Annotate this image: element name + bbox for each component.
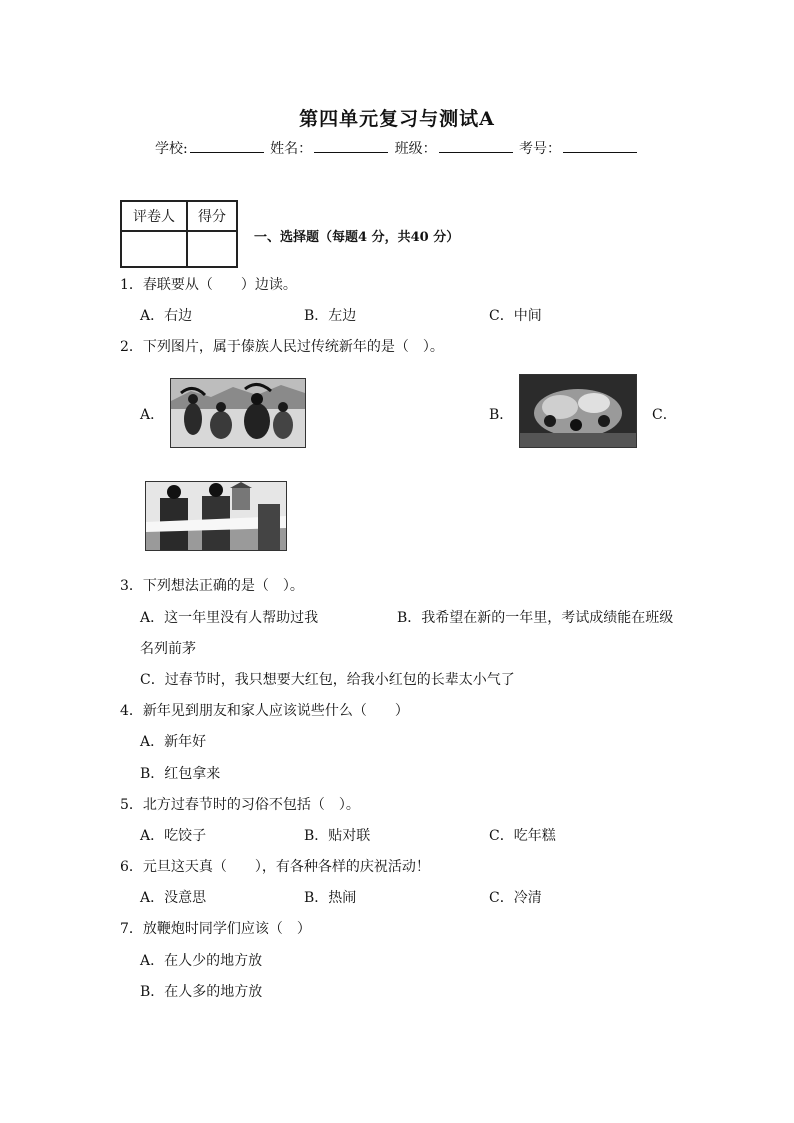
question-stem: 2．下列图片，属于傣族人民过传统新年的是（ ）。 — [120, 339, 444, 355]
option[interactable]: A．在人少的地方放 — [140, 953, 263, 969]
exam-no-blank[interactable] — [563, 138, 637, 153]
option[interactable]: C．中间 — [489, 308, 542, 324]
school-blank[interactable] — [190, 138, 264, 153]
question-stem: 5．北方过春节时的习俗不包括（ ）。 — [120, 797, 360, 813]
page-title: 第四单元复习与测试A — [299, 108, 495, 130]
option[interactable]: B．左边 — [304, 308, 357, 324]
question-stem: 6．元旦这天真（ ），有各种各样的庆祝活动！ — [120, 859, 430, 875]
score-header: 得分 — [187, 201, 237, 231]
option[interactable]: B． — [489, 407, 514, 423]
option[interactable]: A．吃饺子 — [140, 828, 207, 844]
option-c-photo[interactable] — [145, 481, 287, 551]
option[interactable]: C．吃年糕 — [489, 828, 556, 844]
option[interactable]: C．冷清 — [489, 890, 542, 906]
name-blank[interactable] — [314, 138, 388, 153]
option-b-photo[interactable] — [519, 374, 637, 448]
question-stem: 3．下列想法正确的是（ ）。 — [120, 578, 304, 594]
school-label: 学校: — [154, 141, 188, 157]
option-a-photo[interactable] — [170, 378, 306, 448]
question-stem: 4．新年见到朋友和家人应该说些什么（ ） — [120, 703, 409, 719]
option[interactable]: C． — [652, 407, 677, 423]
score-table — [120, 200, 238, 268]
question-stem: 1．春联要从（ ）边读。 — [120, 277, 297, 293]
option[interactable]: C．过春节时，我只想要大红包，给我小红包的长辈太小气了 — [140, 672, 515, 688]
option[interactable]: A．这一年里没有人帮助过我 — [140, 610, 319, 626]
question-stem: 7．放鞭炮时同学们应该（ ） — [120, 921, 311, 937]
class-label: 班级： — [394, 141, 437, 157]
option[interactable]: A．新年好 — [140, 734, 207, 750]
class-blank[interactable] — [439, 138, 513, 153]
option[interactable]: A．没意思 — [140, 890, 207, 906]
grader-cell[interactable] — [121, 231, 187, 267]
section-heading: 一、选择题（每题4 分，共40 分） — [254, 230, 460, 245]
option[interactable]: A．右边 — [140, 308, 193, 324]
option[interactable]: B．红包拿来 — [140, 766, 221, 782]
option[interactable]: B．贴对联 — [304, 828, 371, 844]
water-splashing-photo-image — [520, 375, 636, 447]
score-cell[interactable] — [187, 231, 237, 267]
option[interactable]: B．热闹 — [304, 890, 357, 906]
option[interactable]: B．在人多的地方放 — [140, 984, 263, 1000]
dancers-photo-image — [171, 379, 305, 447]
option[interactable]: B．我希望在新的一年里，考试成绩能在班级 — [397, 610, 674, 626]
student-info-line — [0, 138, 794, 158]
option-continuation: 名列前茅 — [140, 641, 196, 657]
grader-header: 评卷人 — [121, 201, 187, 231]
name-label: 姓名： — [270, 141, 313, 157]
exam-no-label: 考号： — [519, 141, 562, 157]
option[interactable]: A． — [140, 407, 165, 423]
people-with-scarves-photo-image — [146, 482, 286, 550]
